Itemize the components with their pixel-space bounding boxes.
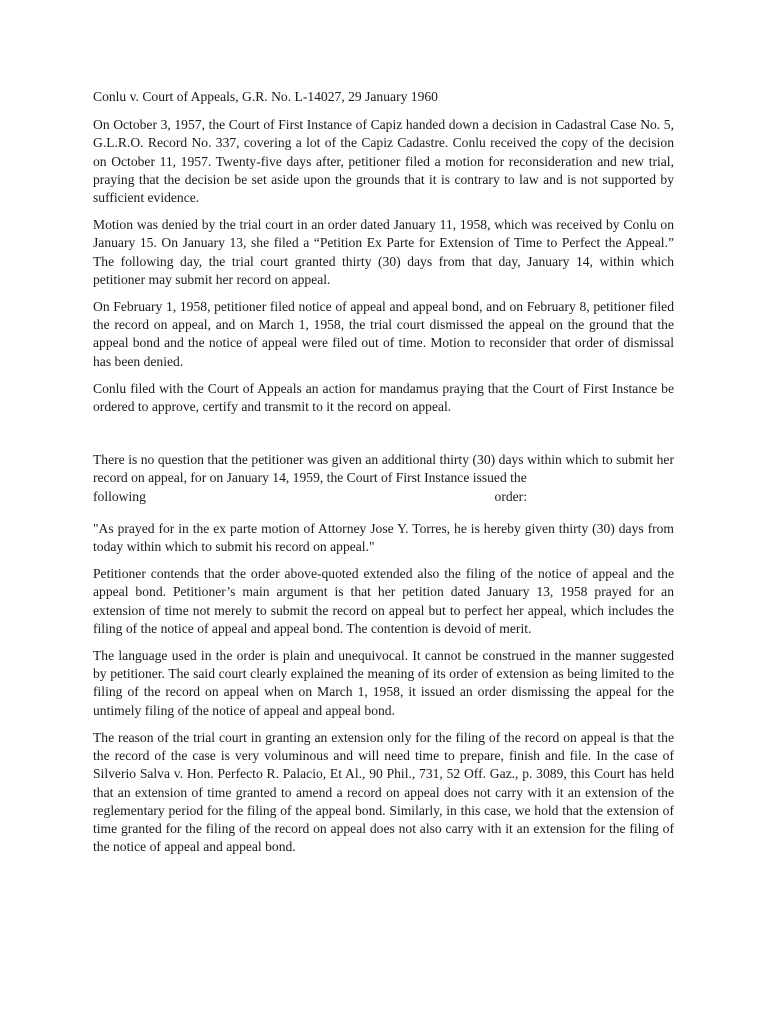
quoted-order: "As prayed for in the ex parte motion of Attorney Jose Y. Torres, he is hereby given thirty (30) days from today within which to submit his record on appeal.": [93, 520, 674, 555]
paragraph-facts-decision: On October 3, 1957, the Court of First Instance of Capiz handed down a decision in Cadastral Case No. 5, G.L.R.O. Record No. 337, covering a lot of the Capiz Cadastre. Conlu received the copy of the decision on October 11, 1957. Twenty-five days after, petitioner filed a motion for reconsideration and new trial, praying that the decision be set aside upon the grounds that it is contrary to law and is not supported by sufficient evidence.: [93, 117, 674, 206]
following-order-line: [93, 488, 674, 506]
following-word: following: [93, 488, 146, 504]
case-title: Conlu v. Court of Appeals, G.R. No. L-14027, 29 January 1960: [93, 89, 438, 104]
paragraph-petitioner-contends: Petitioner contends that the order above-quoted extended also the filing of the notice of appeal and the appeal bond. Petitioner’s main argument is that her petition dated January 13, 1958 prayed for an extension of time not merely to submit the record on appeal but to perfect her appeal, which includes the filing of the notice of appeal and appeal bond. The contention is devoid of merit.: [93, 566, 674, 636]
order-word: order:: [494, 488, 527, 504]
document-body: [93, 88, 674, 865]
paragraph-language-plain: The language used in the order is plain and unequivocal. It cannot be construed in the manner suggested by petitioner. The said court clearly explained the meaning of its order of extension as being limited to the filing of the record on appeal when on March 1, 1958, it issued an order dismissing the appeal for the untimely filing of the notice of appeal and appeal bond.: [93, 648, 674, 718]
paragraph-notice-of-appeal: On February 1, 1958, petitioner filed notice of appeal and appeal bond, and on February 8, petitioner filed the record on appeal, and on March 1, 1958, the trial court dismissed the appeal on the ground that the appeal bond and the notice of appeal were filed out of time. Motion to reconsider that order of dismissal has been denied.: [93, 299, 674, 369]
paragraph-mandamus: Conlu filed with the Court of Appeals an action for mandamus praying that the Court of First Instance be ordered to approve, certify and transmit to it the record on appeal.: [93, 380, 674, 415]
paragraph-additional-days: There is no question that the petitioner was given an additional thirty (30) days within which to submit her record on appeal, for on January 14, 1959, the Court of First Instance issued the: [93, 452, 674, 486]
paragraph-reason-of-court: The reason of the trial court in granting an extension only for the filing of the record on appeal is that the the record of the case is very voluminous and will need time to prepare, finish and file. In the case of Silverio Salva v. Hon. Perfecto R. Palacio, Et Al., 90 Phil., 731, 52 Off. Gaz., p. 3089, this Court has held that an extension of time granted to amend a record on appeal does not carry with it an extension of the reglementary period for the filing of the appeal bond. Similarly, in this case, we hold that the extension of time granted for the filing of the record on appeal does not also carry with it an extension for the filing of the notice of appeal and appeal bond.: [93, 729, 674, 855]
paragraph-motion-denied: Motion was denied by the trial court in an order dated January 11, 1958, which was received by Conlu on January 15. On January 13, she filed a “Petition Ex Parte for Extension of Time to Perfect the Appeal.” The following day, the trial court granted thirty (30) days from that day, January 14, within which petitioner may submit her record on appeal.: [93, 217, 674, 287]
